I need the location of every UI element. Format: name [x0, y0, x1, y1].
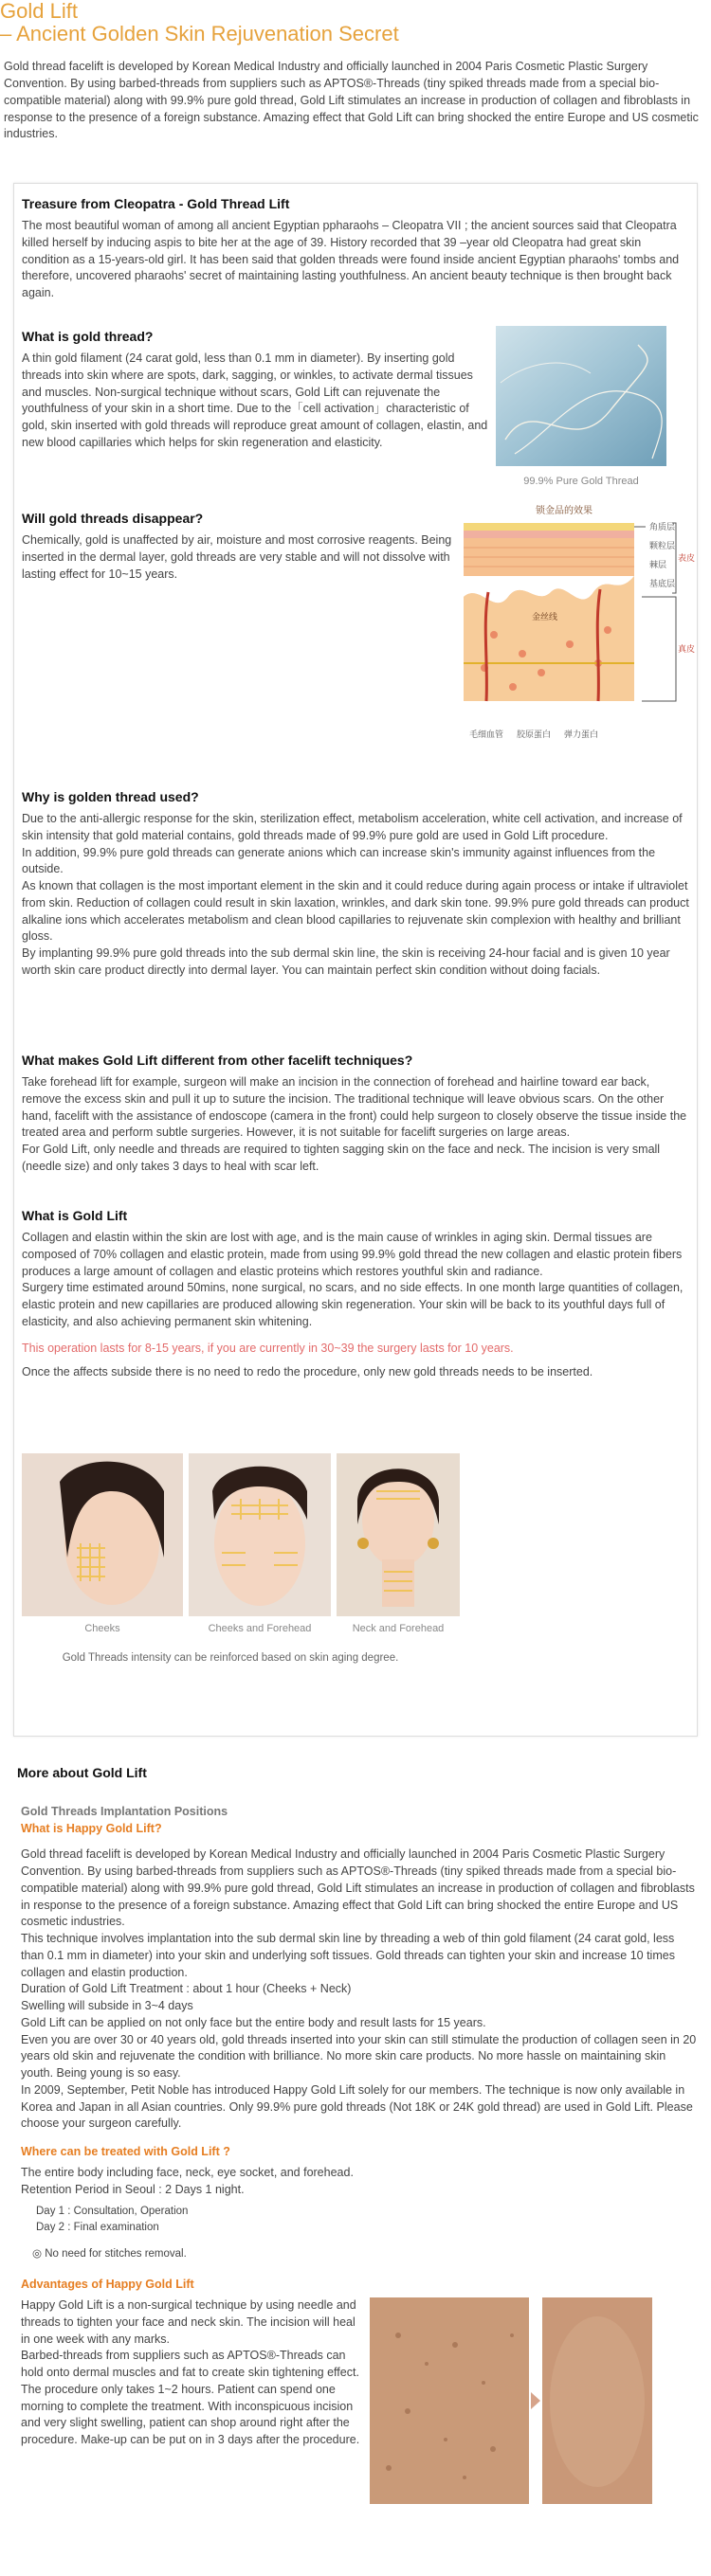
cleopatra-section	[22, 195, 689, 302]
diagram-top-label: 锁金品的效果	[536, 506, 592, 517]
implantation-subheading: Gold Threads Implantation Positions	[21, 1804, 228, 1818]
photo-cheeks-forehead	[189, 1453, 331, 1636]
photo-note: Gold Threads intensity can be reinforced based on skin aging degree.	[62, 1652, 399, 1665]
caption-neck-forehead: Neck and Forehead	[352, 1622, 445, 1634]
before-skin-image	[370, 2297, 529, 2504]
diagram-group-label-1: 表皮	[678, 554, 696, 565]
different-p2: For Gold Lift, only needle and threads are required to tighten sagging skin on the face and neck. The incision is very small (needle size) and only takes 3 days to heal with scar left.	[22, 1143, 661, 1173]
where-p1: The entire body including face, neck, eye socket, and forehead.	[21, 2165, 354, 2179]
more-heading: More about Gold Lift	[17, 1765, 147, 1780]
happy-p5: Gold Lift can be applied on not only face but the entire body and result lasts for 15 years.	[21, 2015, 486, 2029]
happy-p6: Even you are over 30 or 40 years old, gold threads inserted into your skin can still stimulate the production of collagen seen in 20 years old skin and rejuvenate the condition with brilliance. No more skin care products. No more hassle on maintaining skin youth. Being young is so easy.	[21, 2032, 697, 2081]
adv-p1: Happy Gold Lift is a non-surgical technique by using needle and threads to tighten your face and neck skin. The incision will heal in one week with any marks.	[21, 2298, 356, 2346]
intro-text: Gold thread facelift is developed by Korean Medical Industry and officially launched in 2004 Paris Cosmetic Plastic Surgery Convention. By using barbed-threads from suppliers such as APTOS®-Threads (tiny spiked threads made from a special bio-compatible material) along with 99.9% pure gold thread, Gold Lift stimulates an increase in production of collagen and fibroblasts in response to the presence of a foreign substance. Amazing effect that Gold Lift can bring shocked the entire Europe and US cosmetic industries.	[4, 60, 699, 141]
diagram-group-label-2: 真皮	[678, 645, 696, 656]
face-photos	[22, 1453, 689, 1636]
diagram-bottom-label-2: 胶原蛋白	[517, 730, 552, 741]
different-heading: What makes Gold Lift different from other facelift techniques?	[22, 1053, 413, 1069]
different-p1: Take forehead lift for example, surgeon will make an incision in the connection of forehead and hairline toward ear back, remove the excess skin and pull it up to suture the incision. The traditional technique will leave obvious scars. On the other hand, facelift with the assistance of endoscope (camera in the front) could help surgeon to closely observe the tissue inside the treated area and perform subtle surgeries. However, it is not suitable for facelift surgeries on large areas.	[22, 1075, 687, 1140]
advantages-block	[21, 2297, 698, 2504]
content-box	[13, 183, 698, 1737]
adv-p2: Barbed-threads from suppliers such as APTOS®-Threads can hold onto dermal muscles and fat to create skin tightening effect.	[21, 2349, 359, 2380]
happy-p4: Swelling will subside in 3~4 days	[21, 1999, 193, 2013]
what-lift-after: Once the affects subside there is no need to redo the procedure, only new gold threads needs to be inserted.	[22, 1365, 593, 1379]
what-lift-p1: Collagen and elastin within the skin are lost with age, and is the main cause of wrinkles in aging skin. Dermal tissues are composed of 70% collagen and elastic protein, made from using 99.9% gold thread the new collagen and elastic protein fibers produces a large amount of collagen and elastic proteins which restores youthful skin and radiance.	[22, 1231, 683, 1278]
diagram-right-label-1: 角质层	[649, 523, 676, 533]
why-gold-section	[22, 788, 689, 979]
page-header	[0, 0, 711, 143]
diagram-bottom-label-3: 弹力蛋白	[564, 730, 599, 741]
happy-p2: This technique involves implantation into the sub dermal skin line by threading a web of thin gold filament (24 carat gold, less than 0.1 mm in diameter) into your skin and underlying soft tissues. Gold threads can tighten your skin and increase 10 times collagen and elastin production.	[21, 1932, 675, 1979]
day-1: Day 1 : Consultation, Operation	[36, 2206, 189, 2218]
cheeks-forehead-face-image	[189, 1453, 331, 1616]
page-subtitle: – Ancient Golden Skin Rejuvenation Secret	[0, 22, 399, 46]
where-heading: Where can be treated with Gold Lift ?	[21, 2145, 230, 2159]
caption-cheeks: Cheeks	[84, 1622, 120, 1634]
diagram-right-label-3: 棘层	[649, 561, 667, 571]
what-gold-body: A thin gold filament (24 carat gold, less than 0.1 mm in diameter). By inserting gold threads into skin where are spots, dark, sagging, or winkles, to activate dermal tissues and muscles. Non-surgical technique without scars, Gold Lift can rejuvenate the youthfulness of your skin in a short time. Due to the「cell activation」characteristic of gold, skin inserted with gold threads will reproduce great amount of collagen, elastin, and new blood capillaries which helps for skin regeneration and elasticity.	[22, 351, 488, 449]
where-body	[21, 2165, 698, 2261]
happy-p1: Gold thread facelift is developed by Korean Medical Industry and officially launched in 2004 Paris Cosmetic Plastic Surgery Convention. By using barbed-threads from suppliers such as APTOS®-Threads (tiny spiked threads made from a special bio-compatible material) along with 99.9% pure gold thread, Gold Lift stimulates an increase in production of collagen and fibroblasts in response to the presence of a foreign substance. Amazing effect that Gold Lift can bring shocked the entire Europe and US cosmetic industries.	[21, 1847, 695, 1929]
day-2: Day 2 : Final examination	[36, 2221, 159, 2233]
skin-layer-diagram	[456, 502, 696, 764]
what-lift-p2: Surgery time estimated around 50mins, none surgical, no scars, and no side effects. In one month large quantities of collagen, elastic protein and new capillaries are produced allowing skin regeneration. Your skin will be back to its youthful days full of elasticity, and also achieving permanent skin whitening.	[22, 1281, 684, 1328]
different-section	[22, 1052, 689, 1175]
advantages-heading: Advantages of Happy Gold Lift	[21, 2278, 194, 2292]
neck-forehead-face-image	[337, 1453, 460, 1616]
lasting-highlight: This operation lasts for 8-15 years, if you are currently in 30~39 the surgery lasts for 10 years.	[22, 1341, 514, 1355]
before-after-photos	[370, 2297, 652, 2504]
gold-thread-caption: 99.9% Pure Gold Thread	[523, 475, 639, 487]
after-skin-image	[542, 2297, 652, 2504]
diagram-right-label-4: 基底层	[649, 580, 676, 590]
why-gold-heading: Why is golden thread used?	[22, 789, 199, 805]
why-gold-p3: As known that collagen is the most important element in the skin and it could reduce during again process or intake if ultraviolet from skin. Reduction of collagen could result in skin laxation, wrinkles, and dark skin tone. 99.9% pure gold threads can product alkaline ions which accelerates metabolism and clean blood capillaries to rejuvenate skin complexion with healthy and brilliant gloss.	[22, 879, 689, 944]
happy-p3: Duration of Gold Lift Treatment : about 1 hour (Cheeks + Neck)	[21, 1982, 352, 1996]
what-lift-heading: What is Gold Lift	[22, 1208, 128, 1224]
cleopatra-body: The most beautiful woman of among all ancient Egyptian ppharaohs – Cleopatra VII ; the ancient sources said that Cleopatra killed herself by inducing aspis to bite her at the age of 39. History recorded that 39 –year old Cleopatra had great skin condition as a 15-years-old girl. It has been said that golden threads were found inside ancient Egyptian pharaohs' tombs and therefore, uncovered pharaohs' secret of maintaining lasting youthfulness. An ancient beauty technique is then brought back again.	[22, 219, 680, 299]
what-gold-heading: What is gold thread?	[22, 329, 154, 345]
photo-cheeks	[22, 1453, 183, 1636]
cheeks-face-image	[22, 1453, 183, 1616]
photo-note-row	[22, 1650, 689, 1666]
happy-heading: What is Happy Gold Lift?	[21, 1821, 162, 1835]
advantages-text	[21, 2297, 362, 2504]
what-lift-section	[22, 1207, 689, 1381]
disappear-heading: Will gold threads disappear?	[22, 511, 204, 527]
diagram-center-label: 金丝线	[532, 613, 558, 623]
no-stitches-note: ◎ No need for stitches removal.	[32, 2248, 187, 2261]
more-section	[17, 1764, 698, 2504]
photo-neck-forehead	[337, 1453, 460, 1636]
diagram-bottom-label-1: 毛细血管	[469, 730, 504, 741]
disappear-body: Chemically, gold is unaffected by air, moisture and most corrosive reagents. Being inserted in the dermal layer, gold threads are very stable and will not dissolve with lasting effect for 10~15 years.	[22, 533, 452, 581]
diagram-right-label-2: 颗粒层	[649, 542, 676, 552]
page-title: Gold Lift	[0, 0, 78, 23]
cell-layer	[464, 538, 634, 576]
why-gold-p1: Due to the anti-allergic response for the skin, sterilization effect, metabolism acceleration, white cell activation, and increase of skin intensity that gold material contains, gold threads made of 99.9% pure gold are used in Gold Lift procedure.	[22, 812, 683, 842]
why-gold-p2: In addition, 99.9% pure gold threads can generate anions which can increase skin's immunity against influences from the outside.	[22, 845, 656, 876]
caption-cheeks-forehead: Cheeks and Forehead	[208, 1622, 312, 1634]
where-p2: Retention Period in Seoul : 2 Days 1 night.	[21, 2182, 245, 2196]
happy-body	[21, 1846, 698, 2133]
happy-p7: In 2009, September, Petit Noble has introduced Happy Gold Lift solely for our members. The technique is now only available in Korea and Japan in all Asian countries. Only 99.9% pure gold threads (Not 18K or 24K gold thread) are used in Gold Lift. Please choose your surgeon carefully.	[21, 2082, 693, 2131]
cleopatra-heading: Treasure from Cleopatra - Gold Thread Lift	[22, 196, 290, 212]
gold-thread-figure	[496, 326, 666, 489]
arrow-icon	[529, 2297, 542, 2504]
gold-thread-image	[496, 326, 666, 466]
why-gold-p4: By implanting 99.9% pure gold threads into the sub dermal skin line, the skin is receiving 24-hour facial and is given 10 year worth skin care product directly into dermal layer. You can maintain perfect skin condition without doing facials.	[22, 946, 670, 977]
adv-p3: The procedure only takes 1~2 hours. Patient can spend one morning to complete the treatment. With inconspicuous incision and very slight swelling, patient can shop around right after the procedure. Make-up can be put on in 3 days after the procedure.	[21, 2382, 360, 2447]
skin-diagram-svg	[456, 502, 696, 758]
